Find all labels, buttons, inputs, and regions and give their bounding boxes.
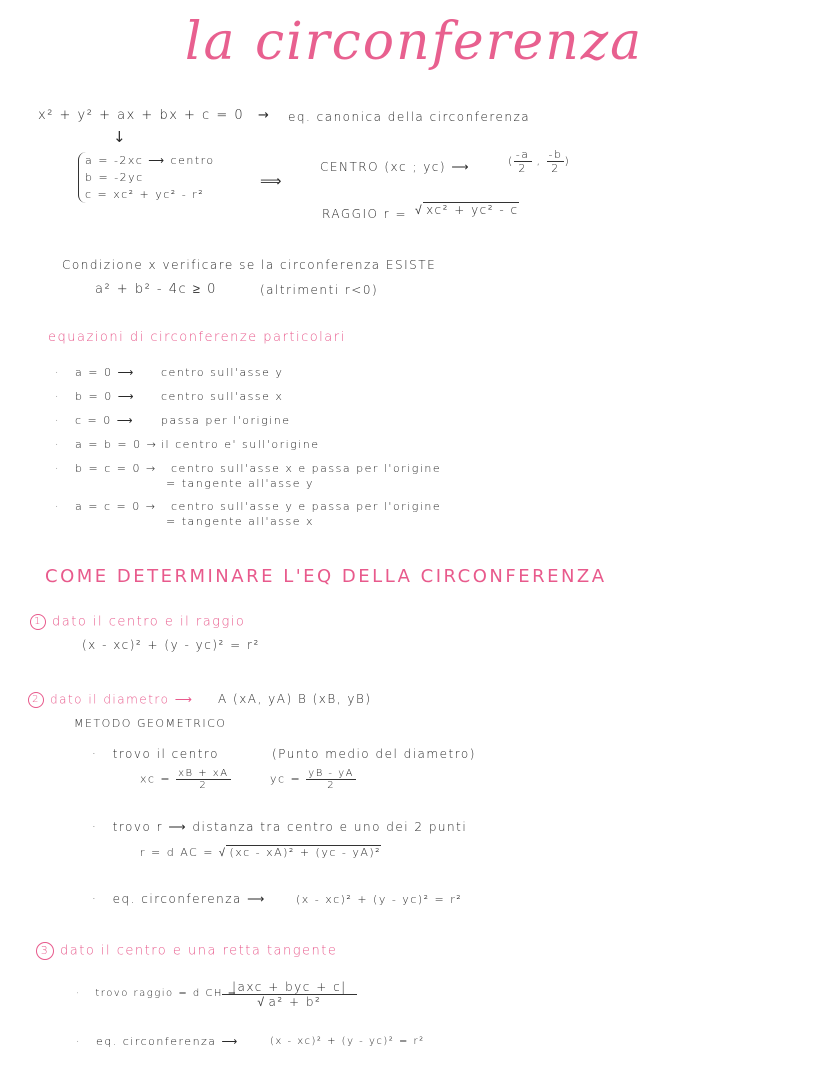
case3-number: 3 — [36, 942, 54, 960]
condition-text: Condizione x verificare se la circonferenza ESISTE — [62, 258, 437, 272]
case1-formula: (x - xc)² + (y - yc)² = r² — [82, 638, 260, 652]
xc-formula: xc = $\frac{xB + xA}{2}$ — [140, 768, 229, 791]
special-item: · a = 0 ⟶ centro sull'asse y — [55, 366, 283, 379]
case2-title: 2 dato il diametro ⟶ — [28, 692, 193, 708]
special-item-note: = tangente all'asse y — [166, 477, 315, 490]
special-item: · c = 0 ⟶ passa per l'origine — [55, 414, 290, 427]
case3-step2-formula: (x - xc)² + (y - yc)² = r² — [270, 1036, 425, 1047]
case3-distance-formula — [222, 980, 357, 1009]
yc-formula: yc = $\frac{yB - yA}{2}$ — [270, 768, 354, 791]
case2-method: METODO GEOMETRICO — [74, 717, 227, 730]
special-item: · b = 0 ⟶ centro sull'asse x — [55, 390, 283, 403]
special-item: · b = c = 0 → centro sull'asse x e passa per l'origine — [55, 462, 441, 475]
implies-icon: ⟹ — [260, 172, 282, 190]
r-distance-formula: r = d AC = √ (xc - xA)² + (yc - yA)² — [140, 846, 382, 859]
case2-step3: · eq. circonferenza ⟶ — [92, 892, 266, 906]
raggio-value: √ xc² + yc² - c — [415, 203, 519, 217]
r-distance-sqrt: (xc - xA)² + (yc - yA)² — [226, 845, 381, 859]
case1-title: 1 dato il centro e il raggio — [30, 614, 245, 630]
case2-step2: · trovo r ⟶ distanza tra centro e uno dei 2 punti — [92, 820, 467, 834]
special-item-note: = tangente all'asse x — [166, 515, 315, 528]
system-line-c: c = xc² + yc² - r² — [85, 188, 205, 201]
case3-title: 3 dato il centro e una retta tangente — [36, 942, 337, 960]
raggio-label: RAGGIO r = — [322, 207, 408, 221]
distance-numerator: |axc + byc + c| — [222, 980, 357, 995]
canonical-equation: x² + y² + ax + bx + c = 0 — [38, 108, 245, 123]
condition-note: (altrimenti r<0) — [260, 283, 379, 297]
system-line-a: a = -2xc ⟶ centro — [85, 154, 215, 167]
case2-step1: · trovo il centro — [92, 747, 219, 761]
coefficient-system — [78, 152, 215, 203]
special-item: · a = c = 0 → centro sull'asse y e passa per l'origine — [55, 500, 441, 513]
distance-denominator: √ a² + b² — [257, 995, 322, 1009]
centro-b: -b — [548, 148, 563, 161]
down-arrow-icon: ↓ — [113, 128, 126, 146]
yc-numerator: yB - yA — [308, 768, 354, 779]
yc-denominator: 2 — [327, 780, 336, 791]
special-item: · a = b = 0 → il centro e' sull'origine — [55, 438, 320, 451]
case3-step1: · trovo raggio = d CH = — [76, 988, 237, 999]
determine-heading: COME DETERMINARE L'EQ DELLA CIRCONFERENZA — [45, 566, 607, 587]
special-heading: equazioni di circonferenze particolari — [48, 330, 346, 345]
xc-denominator: 2 — [199, 780, 208, 791]
centro-value: ( $\frac{-a}{2}$ , $\frac{-b}{2}$ ) — [508, 148, 571, 175]
centro-den-a: 2 — [518, 162, 527, 175]
centro-label: CENTRO (xc ; yc) ⟶ — [320, 160, 471, 174]
page-title: la circonferenza — [184, 12, 644, 72]
case2-number: 2 — [28, 692, 44, 708]
case2-step3-formula: (x - xc)² + (y - yc)² = r² — [296, 893, 463, 906]
centro-a: -a — [515, 148, 530, 161]
centro-den-b: 2 — [551, 162, 560, 175]
condition-formula: a² + b² - 4c ≥ 0 — [95, 282, 217, 297]
case2-step1-note: (Punto medio del diametro) — [272, 747, 476, 761]
canonical-label: eq. canonica della circonferenza — [288, 110, 531, 124]
arrow-icon: → — [258, 108, 269, 123]
raggio-sqrt: xc² + yc² - c — [423, 202, 519, 217]
xc-numerator: xB + xA — [178, 768, 229, 779]
case1-number: 1 — [30, 614, 46, 630]
case3-step2: · eq. circonferenza ⟶ — [76, 1035, 239, 1048]
case2-points: A (xA, yA) B (xB, yB) — [218, 692, 372, 706]
system-line-b: b = -2yc — [85, 171, 144, 184]
